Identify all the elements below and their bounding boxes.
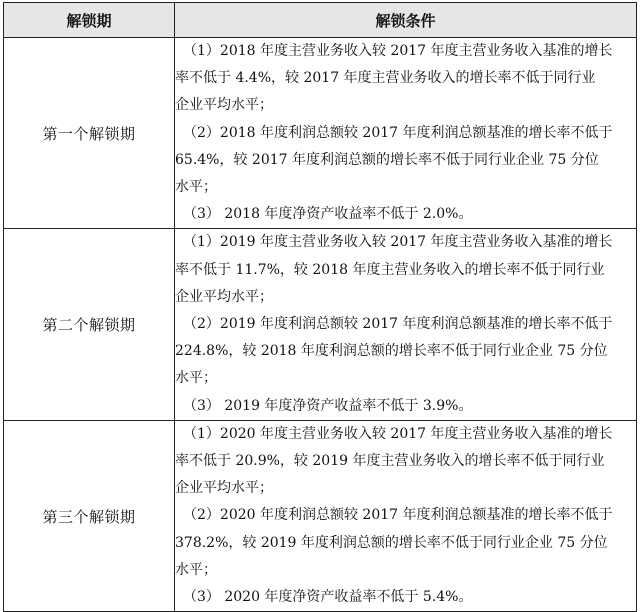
condition-line: （2）2020 年度利润总额较 2017 年度利润总额基准的增长率不低于 <box>183 507 613 524</box>
condition-line: （3） 2020 年度净资产收益率不低于 5.4%。 <box>183 589 473 606</box>
condition-line: （1）2019 年度主营业务收入较 2017 年度主营业务收入基准的增长 <box>183 234 613 251</box>
condition-column-header: 解锁条件 <box>175 3 637 38</box>
condition-line: 水平； <box>175 561 217 578</box>
condition-line: 企业平均水平； <box>175 480 273 497</box>
condition-line: 率不低于 11.7%，较 2018 年度主营业务收入的增长率不低于同行业 <box>175 261 605 278</box>
unlock-condition-cell <box>175 38 637 229</box>
condition-line: （2）2019 年度利润总额较 2017 年度利润总额基准的增长率不低于 <box>183 316 613 333</box>
unlock-condition-cell <box>175 229 637 420</box>
condition-line: 企业平均水平； <box>175 97 273 114</box>
condition-line: 378.2%，较 2019 年度利润总额的增长率不低于同行业企业 75 分位 <box>175 534 608 551</box>
condition-line: 率不低于 4.4%，较 2017 年度主营业务收入的增长率不低于同行业 <box>175 70 596 87</box>
condition-line: 率不低于 20.9%，较 2019 年度主营业务收入的增长率不低于同行业 <box>175 453 605 470</box>
unlock-period-cell: 第三个解锁期 <box>4 420 175 611</box>
condition-line: （1）2020 年度主营业务收入较 2017 年度主营业务收入基准的增长 <box>183 425 613 442</box>
condition-line: （2）2018 年度利润总额较 2017 年度利润总额基准的增长率不低于 <box>183 124 613 141</box>
condition-line: （1）2018 年度主营业务收入较 2017 年度主营业务收入基准的增长 <box>183 43 613 59</box>
condition-line: （3） 2018 年度净资产收益率不低于 2.0%。 <box>183 206 473 223</box>
period-column-header: 解锁期 <box>4 3 175 38</box>
condition-line: 水平； <box>175 179 217 196</box>
unlock-period-cell: 第二个解锁期 <box>4 229 175 420</box>
condition-line: （3） 2019 年度净资产收益率不低于 3.9%。 <box>183 397 473 414</box>
condition-line: 65.4%，较 2017 年度利润总额的增长率不低于同行业企业 75 分位 <box>175 151 599 168</box>
unlock-conditions-table <box>3 2 637 612</box>
table-row <box>4 420 637 611</box>
table-row <box>4 229 637 420</box>
condition-line: 企业平均水平； <box>175 288 273 305</box>
condition-line: 224.8%，较 2018 年度利润总额的增长率不低于同行业企业 75 分位 <box>175 343 608 360</box>
condition-line: 水平； <box>175 370 217 387</box>
table-row <box>4 38 637 229</box>
unlock-period-cell: 第一个解锁期 <box>4 38 175 229</box>
unlock-condition-cell <box>175 420 637 611</box>
header-row <box>4 3 637 38</box>
